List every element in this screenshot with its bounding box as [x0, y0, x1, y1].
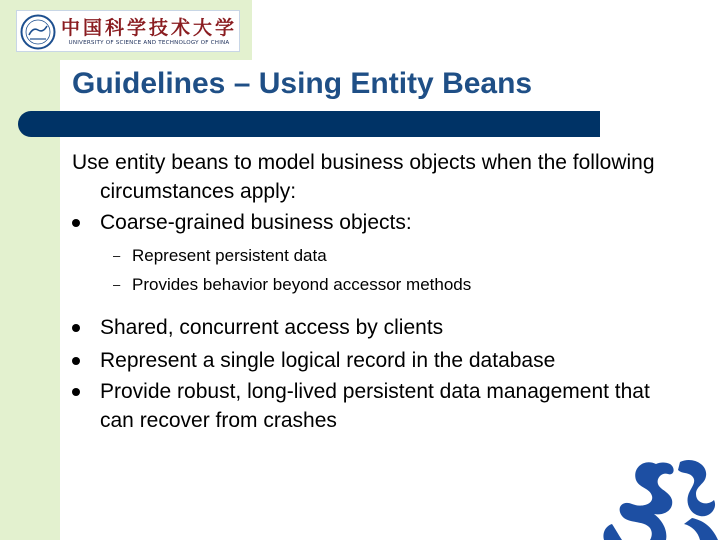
- bullet-dot-icon: [72, 219, 80, 227]
- bullet-item: [72, 344, 672, 377]
- bullet-item: [72, 377, 672, 435]
- title-underline-bar: [18, 111, 600, 137]
- bullet-text: Provide robust, long-lived persistent data management that can recover from crashes: [100, 380, 650, 432]
- bullet-text: Coarse-grained business objects:: [100, 211, 412, 234]
- bullet-item: [72, 311, 672, 344]
- university-emblem-icon: [20, 14, 56, 50]
- dash-icon: –: [113, 277, 121, 292]
- sub-bullet-text: Represent persistent data: [132, 246, 327, 265]
- spacer: [72, 299, 672, 311]
- logo-english-name: UNIVERSITY OF SCIENCE AND TECHNOLOGY OF CHINA: [68, 40, 230, 46]
- university-logo: [16, 10, 240, 52]
- dragon-icon: [592, 454, 720, 540]
- slide-title: Guidelines – Using Entity Beans: [72, 67, 533, 100]
- sub-bullet-text: Provides behavior beyond accessor methods: [132, 275, 472, 294]
- intro-paragraph: Use entity beans to model business objects when the following circumstances apply:: [72, 151, 655, 203]
- left-decor-strip: [0, 0, 60, 540]
- dash-icon: –: [113, 248, 121, 263]
- bullet-text: Shared, concurrent access by clients: [100, 316, 444, 339]
- bullet-dot-icon: [72, 388, 80, 396]
- bullet-text: Represent a single logical record in the database: [100, 349, 556, 372]
- sub-bullet-item: [113, 241, 672, 270]
- bullet-dot-icon: [72, 357, 80, 365]
- bullet-item: [72, 206, 672, 239]
- sub-bullet-item: [113, 270, 672, 299]
- sub-bullet-list: [72, 241, 672, 299]
- slide-body: [72, 148, 672, 435]
- bullet-dot-icon: [72, 324, 80, 332]
- logo-chinese-name: 中国科学技术大学: [61, 16, 237, 38]
